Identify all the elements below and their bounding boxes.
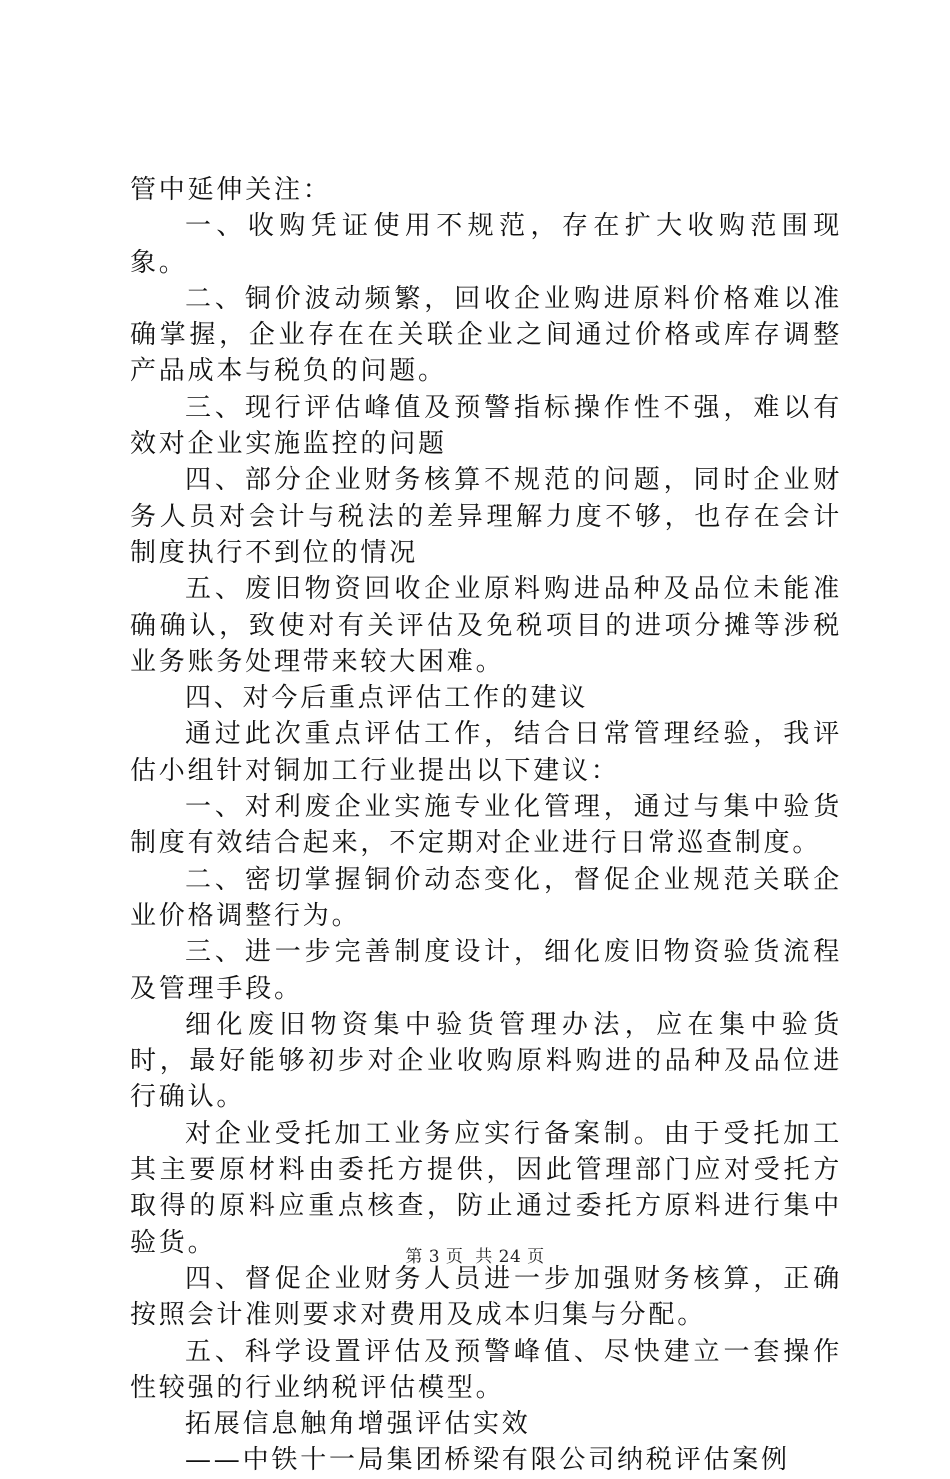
page-footer bbox=[0, 1242, 950, 1267]
paragraph: 四、部分企业财务核算不规范的问题，同时企业财务人员对会计与税法的差异理解力度不够，也存在会计制度执行不到位的情况 bbox=[130, 465, 842, 568]
paragraph: 细化废旧物资集中验货管理办法，应在集中验货时，最好能够初步对企业收购原料购进的品种及品位进行确认。 bbox=[130, 1009, 842, 1113]
paragraph: 通过此次重点评估工作，结合日常管理经验，我评估小组针对铜加工行业提出以下建议： bbox=[130, 719, 842, 786]
paragraph: 二、密切掌握铜价动态变化，督促企业规范关联企业价格调整行为。 bbox=[130, 864, 842, 931]
page-number: 第 3 页 共 24 页 bbox=[405, 1247, 545, 1267]
paragraph: 三、进一步完善制度设计，细化废旧物资验货流程及管理手段。 bbox=[130, 937, 842, 1004]
paragraph: 四、督促企业财务人员进一步加强财务核算，正确按照会计准则要求对费用及成本归集与分配。 bbox=[130, 1263, 842, 1331]
paragraph: 五、废旧物资回收企业原料购进品种及品位未能准确确认，致使对有关评估及免税项目的进项分摊等涉税业务账务处理带来较大困难。 bbox=[130, 574, 842, 677]
paragraph: 二、铜价波动频繁，回收企业购进原料价格难以准确掌握，企业存在在关联企业之间通过价格或库存调整产品成本与税负的问题。 bbox=[130, 283, 842, 387]
article-title: 拓展信息触角增强评估实效 bbox=[185, 1409, 531, 1440]
section-heading: 四、对今后重点评估工作的建议 bbox=[185, 683, 589, 714]
paragraph: 一、对利废企业实施专业化管理，通过与集中验货制度有效结合起来，不定期对企业进行日常巡查制度。 bbox=[130, 792, 842, 859]
paragraph: 管中延伸关注： bbox=[130, 175, 332, 205]
paragraph: 五、科学设置评估及预警峰值、尽快建立一套操作性较强的行业纳税评估模型。 bbox=[130, 1336, 842, 1403]
paragraph: 三、现行评估峰值及预警指标操作性不强，难以有效对企业实施监控的问题 bbox=[130, 392, 842, 460]
article-subtitle: ——中铁十一局集团桥梁有限公司纳税评估案例 bbox=[185, 1445, 790, 1476]
paragraph: 对企业受托加工业务应实行备案制。由于受托加工其主要原材料由委托方提供，因此管理部门应对受托方取得的原料应重点核查，防止通过委托方原料进行集中验货。 bbox=[130, 1118, 842, 1258]
paragraph: 一、收购凭证使用不规范，存在扩大收购范围现象。 bbox=[130, 211, 842, 278]
document-body bbox=[130, 172, 842, 1479]
